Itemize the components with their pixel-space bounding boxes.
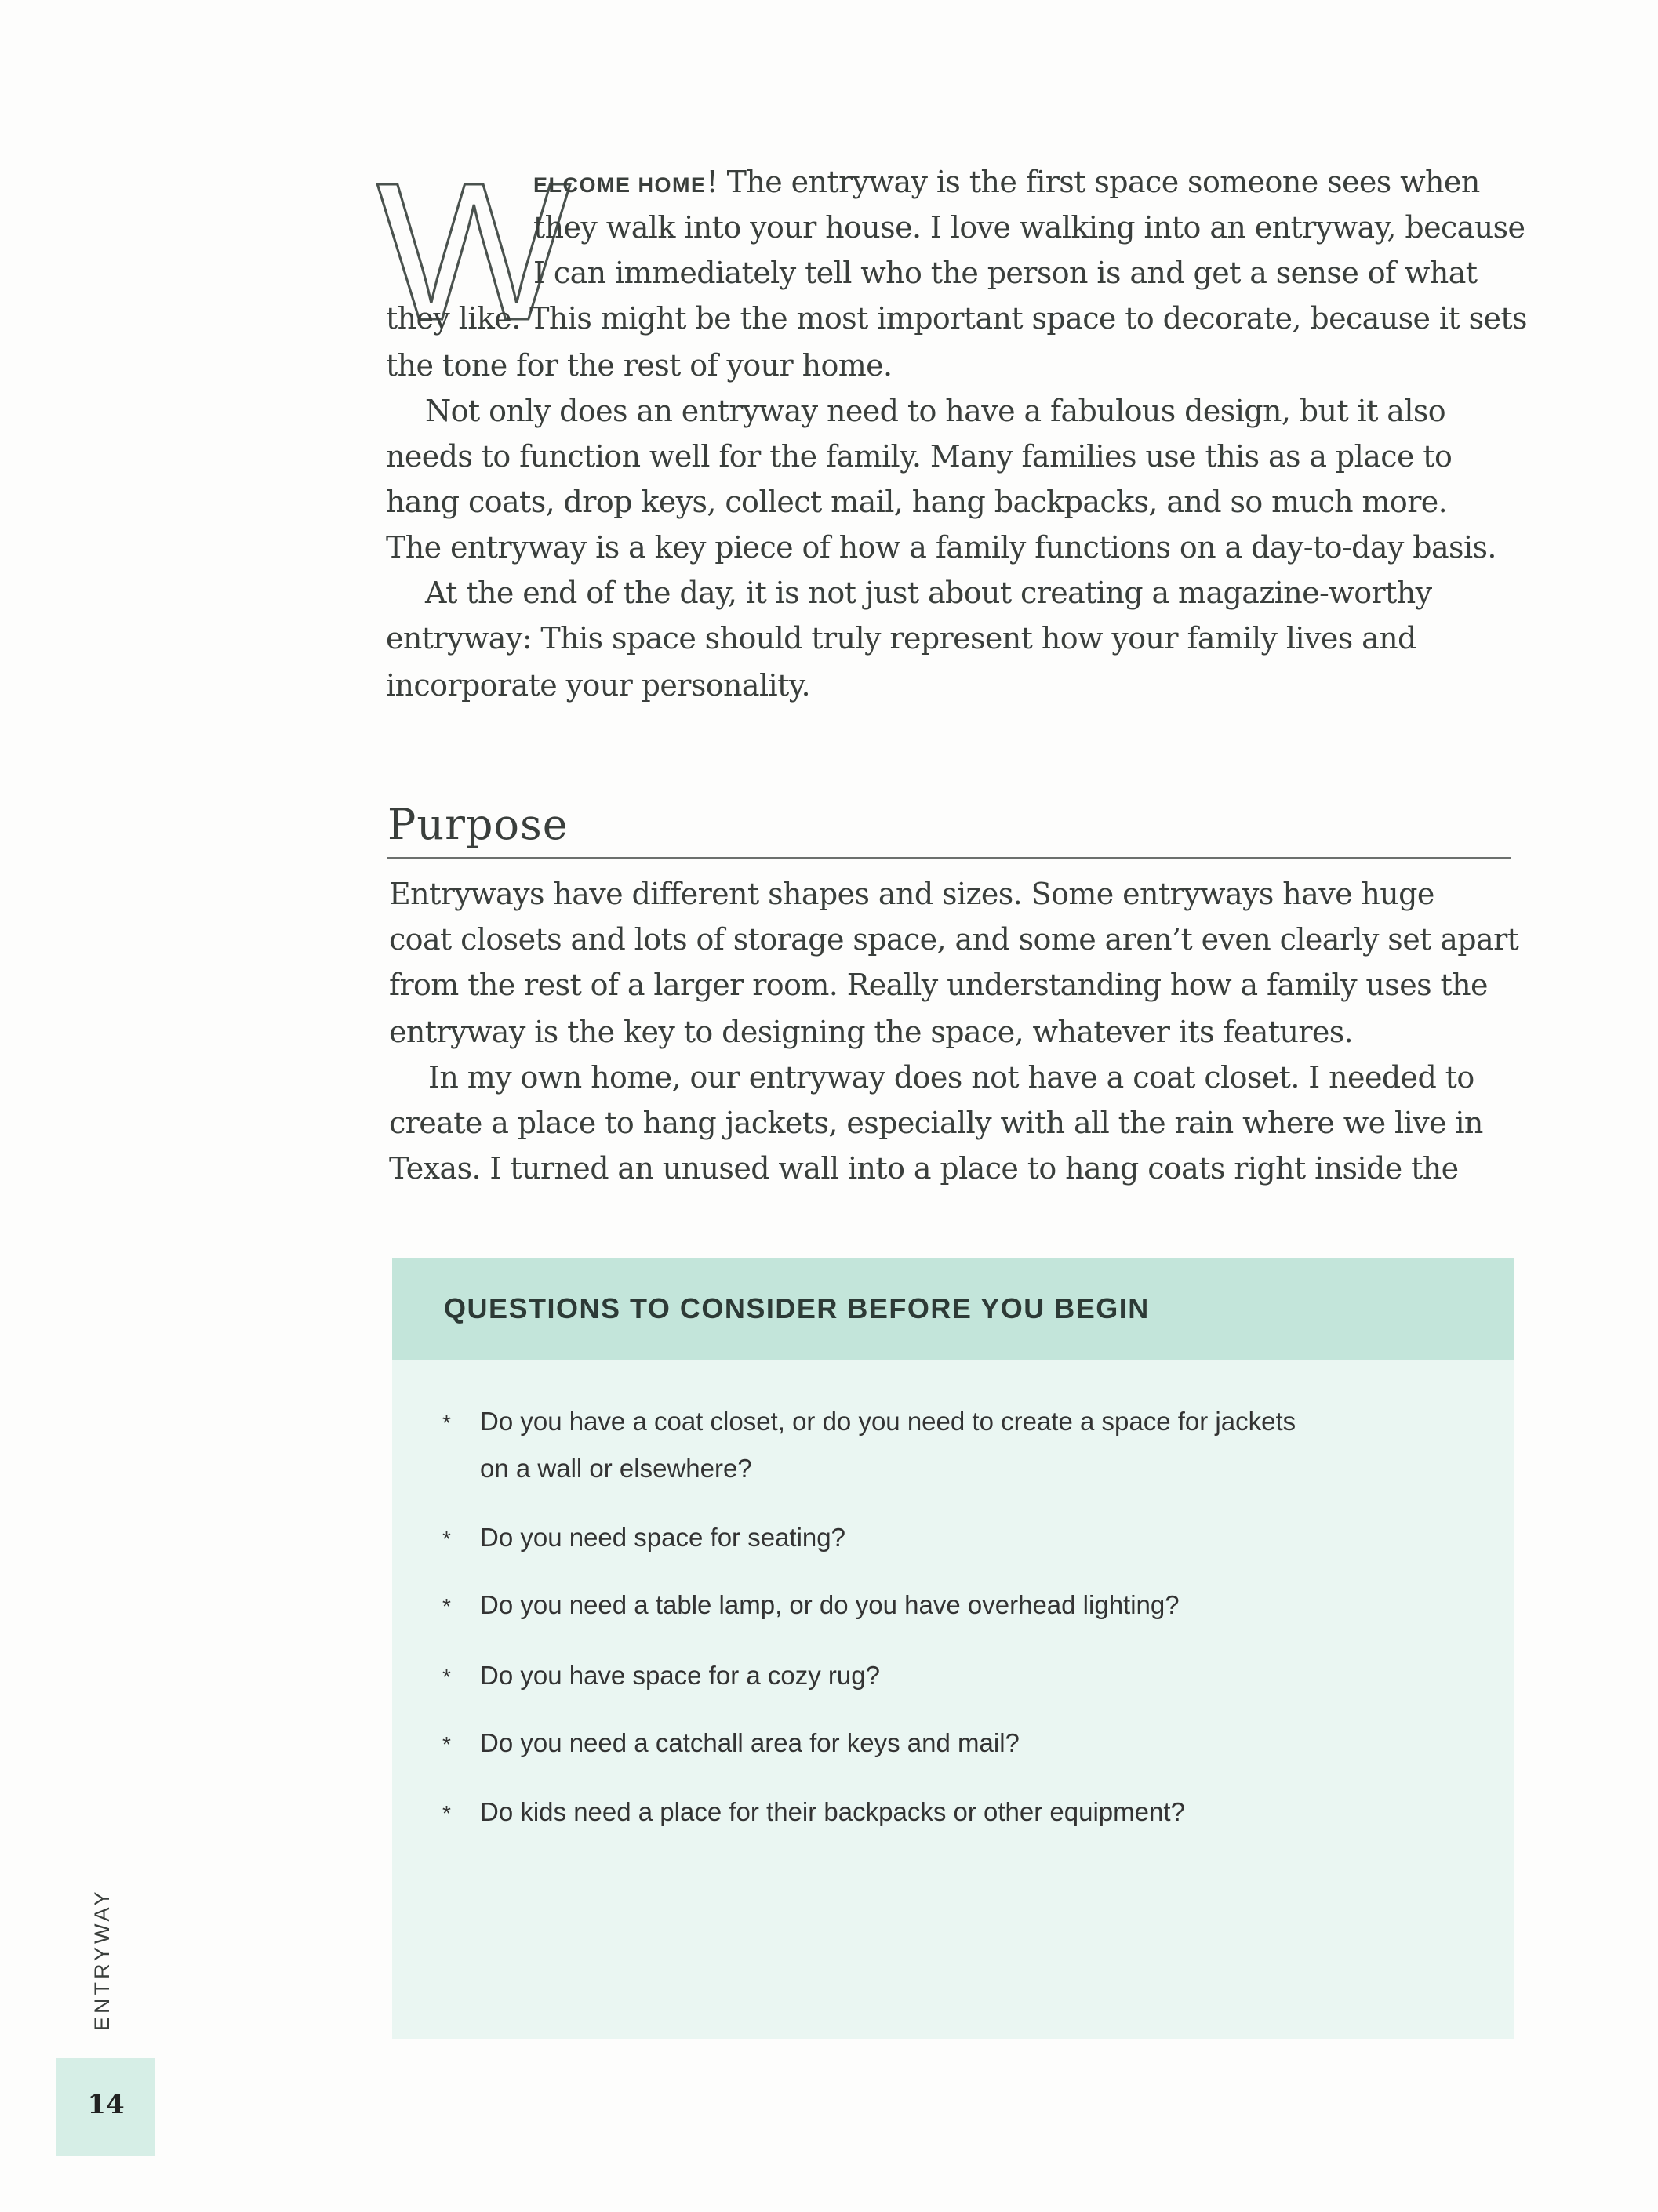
lead-in: ELCOME HOME <box>533 173 707 197</box>
intro-line-2: they walk into your house. I love walking into an entryway, because <box>533 210 1525 245</box>
section-heading-purpose: Purpose <box>387 800 569 849</box>
intro-line-7: needs to function well for the family. Many families use this as a place to <box>386 439 1453 474</box>
question-item: * Do kids need a place for their backpacks or other equipment? <box>442 1797 1185 1826</box>
intro-line-1: ELCOME HOME! The entryway is the first space someone sees when <box>533 165 1480 199</box>
intro-line-4: they like. This might be the most important space to decorate, because it sets <box>386 301 1527 336</box>
page-number: 14 <box>87 2089 125 2120</box>
question-item: * Do you need a catchall area for keys and mail? <box>442 1728 1020 1757</box>
question-item: * Do you need a table lamp, or do you have overhead lighting? <box>442 1590 1180 1619</box>
section-running-label: ENTRYWAY <box>90 1888 114 2031</box>
asterisk-bullet-icon: * <box>442 1527 451 1551</box>
asterisk-bullet-icon: * <box>442 1594 451 1618</box>
intro-line-10: At the end of the day, it is not just about creating a magazine-worthy <box>425 576 1432 610</box>
question-item: * Do you need space for seating? <box>442 1523 845 1552</box>
question-item: * Do you have a coat closet, or do you need to create a space for jackets on a wall or elsewhere? <box>442 1407 1296 1483</box>
questions-box-header <box>392 1258 1514 1360</box>
asterisk-bullet-icon: * <box>442 1801 451 1825</box>
purpose-line-7: Texas. I turned an unused wall into a place to hang coats right inside the <box>389 1151 1459 1186</box>
drop-cap: W <box>376 142 571 361</box>
purpose-line-2: coat closets and lots of storage space, and some aren’t even clearly set apart <box>389 922 1519 957</box>
intro-line-9: The entryway is a key piece of how a family functions on a day-to-day basis. <box>386 530 1496 565</box>
intro-line-5: the tone for the rest of your home. <box>386 348 893 383</box>
heading-rule <box>387 857 1511 859</box>
questions-sidebar-box <box>392 1258 1514 2039</box>
purpose-line-6: create a place to hang jackets, especially with all the rain where we live in <box>389 1106 1483 1140</box>
purpose-line-5: In my own home, our entryway does not have a coat closet. I needed to <box>428 1060 1474 1095</box>
intro-line-6: Not only does an entryway need to have a fabulous design, but it also <box>425 394 1446 428</box>
purpose-line-1: Entryways have different shapes and sizes. Some entryways have huge <box>389 877 1434 911</box>
intro-line-11: entryway: This space should truly represent how your family lives and <box>386 621 1416 656</box>
intro-line-3: I can immediately tell who the person is and get a sense of what <box>533 256 1478 290</box>
asterisk-bullet-icon: * <box>442 1732 451 1756</box>
intro-line-8: hang coats, drop keys, collect mail, hang backpacks, and so much more. <box>386 485 1448 519</box>
purpose-line-4: entryway is the key to designing the space, whatever its features. <box>389 1015 1354 1049</box>
question-item: * Do you have space for a cozy rug? <box>442 1661 880 1690</box>
page-number-tab <box>56 2058 155 2156</box>
purpose-line-3: from the rest of a larger room. Really understanding how a family uses the <box>389 968 1488 1002</box>
asterisk-bullet-icon: * <box>442 1665 451 1689</box>
questions-box-title: QUESTIONS TO CONSIDER BEFORE YOU BEGIN <box>444 1292 1150 1324</box>
intro-line-12: incorporate your personality. <box>386 668 811 703</box>
asterisk-bullet-icon: * <box>442 1411 451 1435</box>
